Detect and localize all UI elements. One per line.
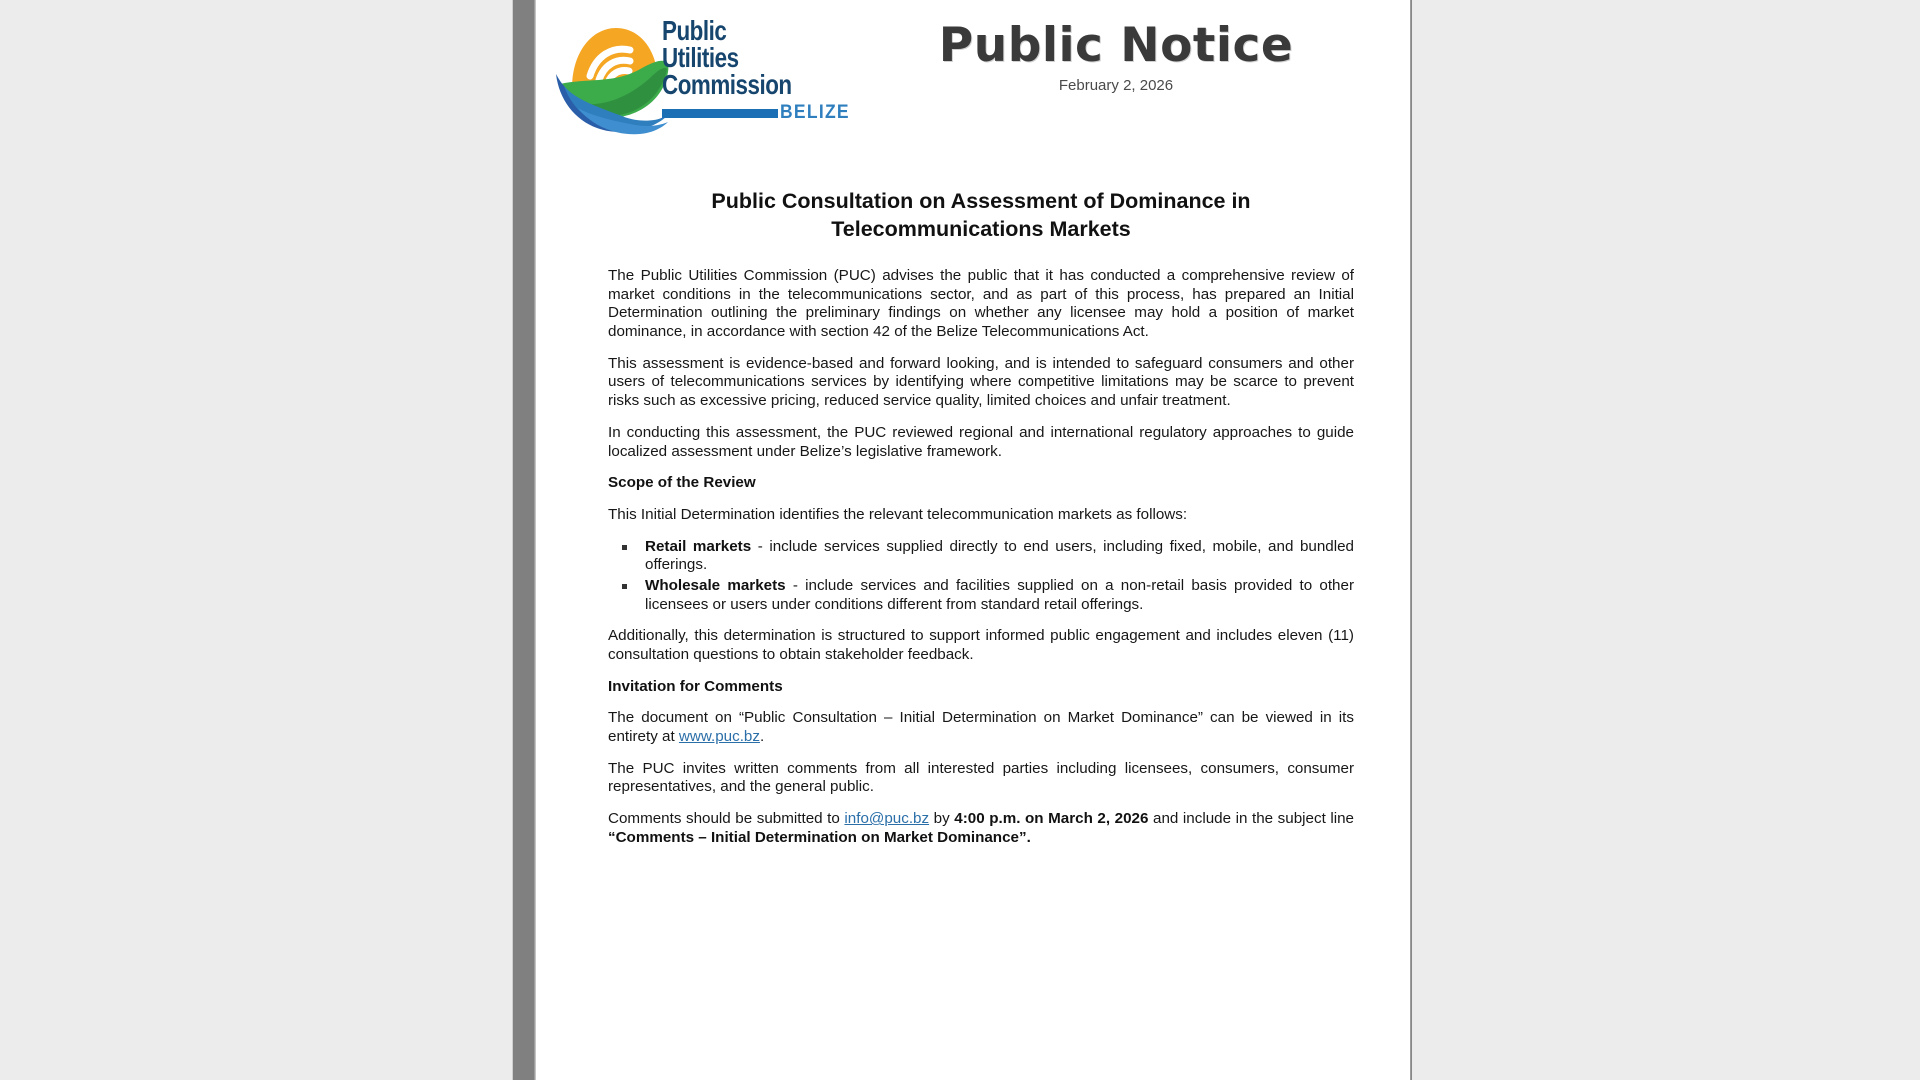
puc-logo-mark-icon <box>554 12 670 138</box>
availability-text-after: . <box>759 728 765 746</box>
market-description: - include services and facilities supplied on a non-retail basis provided to other licensees or users under conditions different from standard retail offerings. <box>645 576 1355 613</box>
list-item <box>608 538 1354 575</box>
document-page <box>536 0 1410 1080</box>
availability-text-before: The document on “Public Consultation – Initial Determination on Market Dominance” can be viewed in its entirety at <box>608 709 1354 746</box>
logo-belize-text: BELIZE <box>780 101 850 123</box>
paragraph-document-availability <box>608 709 1354 746</box>
market-term: Wholesale markets <box>645 576 786 594</box>
submission-deadline: 4:00 p.m. on March 2, 2026 <box>954 810 1149 828</box>
paragraph-regional-approaches: In conducting this assessment, the PUC reviewed regional and international regulatory approaches to guide localized assessment under Belize’s legislative framework. <box>608 423 1354 460</box>
logo-line-commission: Commission <box>662 68 792 100</box>
paragraph-scope-intro: This Initial Determination identifies the relevant telecommunication markets as follows: <box>608 505 1188 523</box>
notice-title-block <box>836 18 1396 94</box>
paragraph-consultation-questions: Additionally, this determination is structured to support informed public engagement and includes eleven (11) consultation questions to obtain stakeholder feedback. <box>608 627 1354 664</box>
bullet-square-icon <box>622 545 627 550</box>
list-item <box>608 577 1354 614</box>
bullet-square-icon <box>622 584 627 589</box>
submission-subject-line: “Comments – Initial Determination on Market Dominance”. <box>608 828 1031 846</box>
logo-belize-row <box>662 102 867 122</box>
document-body <box>536 188 1410 848</box>
market-term: Retail markets <box>645 537 752 555</box>
submission-text-before: Comments should be submitted to <box>608 810 845 828</box>
puc-email-link[interactable]: info@puc.bz <box>844 810 930 828</box>
logo-line-utilities: Utilities <box>662 41 739 73</box>
submission-text-mid: by <box>929 810 955 828</box>
market-description: - include services supplied directly to end users, including fixed, mobile, and bundled offerings. <box>645 537 1354 574</box>
vertical-scrollbar[interactable] <box>512 0 534 1080</box>
document-heading: Public Consultation on Assessment of Dominance in Telecommunications Markets <box>711 189 1251 241</box>
section-heading-invitation: Invitation for Comments <box>608 677 783 695</box>
paragraph-overview: The Public Utilities Commission (PUC) advises the public that it has conducted a comprehensive review of market conditions in the telecommunications sector, and as part of this process, has prepared an Initial Determination outlining the preliminary findings on whether any licensee may hold a position of market dominance, in accordance with section 42 of the Belize Telecommunications Act. <box>608 267 1354 341</box>
logo-line-public: Public <box>662 15 727 46</box>
puc-logo-wordmark <box>662 15 850 123</box>
paragraph-assessment-basis: This assessment is evidence-based and forward looking, and is intended to safeguard consumers and other users of telecommunications services by identifying where competitive limitations may be scarce to prevent risks such as excessive pricing, reduced service quality, limited choices and unfair treatment. <box>608 354 1354 410</box>
market-list <box>608 538 1354 615</box>
paragraph-submission-instructions <box>608 810 1354 847</box>
section-heading-scope: Scope of the Review <box>608 474 756 492</box>
submission-text-after: and include in the subject line <box>1148 810 1354 828</box>
page-title: Public Notice <box>938 18 1294 73</box>
puc-website-link[interactable]: www.puc.bz <box>678 728 760 746</box>
viewer-background-left <box>0 0 513 1080</box>
viewer-background-right <box>1412 0 1920 1080</box>
puc-logo <box>554 8 850 148</box>
document-header <box>536 0 1410 160</box>
logo-belize-bar <box>662 109 778 118</box>
notice-date: February 2, 2026 <box>1058 77 1174 94</box>
paragraph-invites-comments: The PUC invites written comments from all interested parties including licensees, consumers, consumer representatives, and the general public. <box>608 759 1354 796</box>
